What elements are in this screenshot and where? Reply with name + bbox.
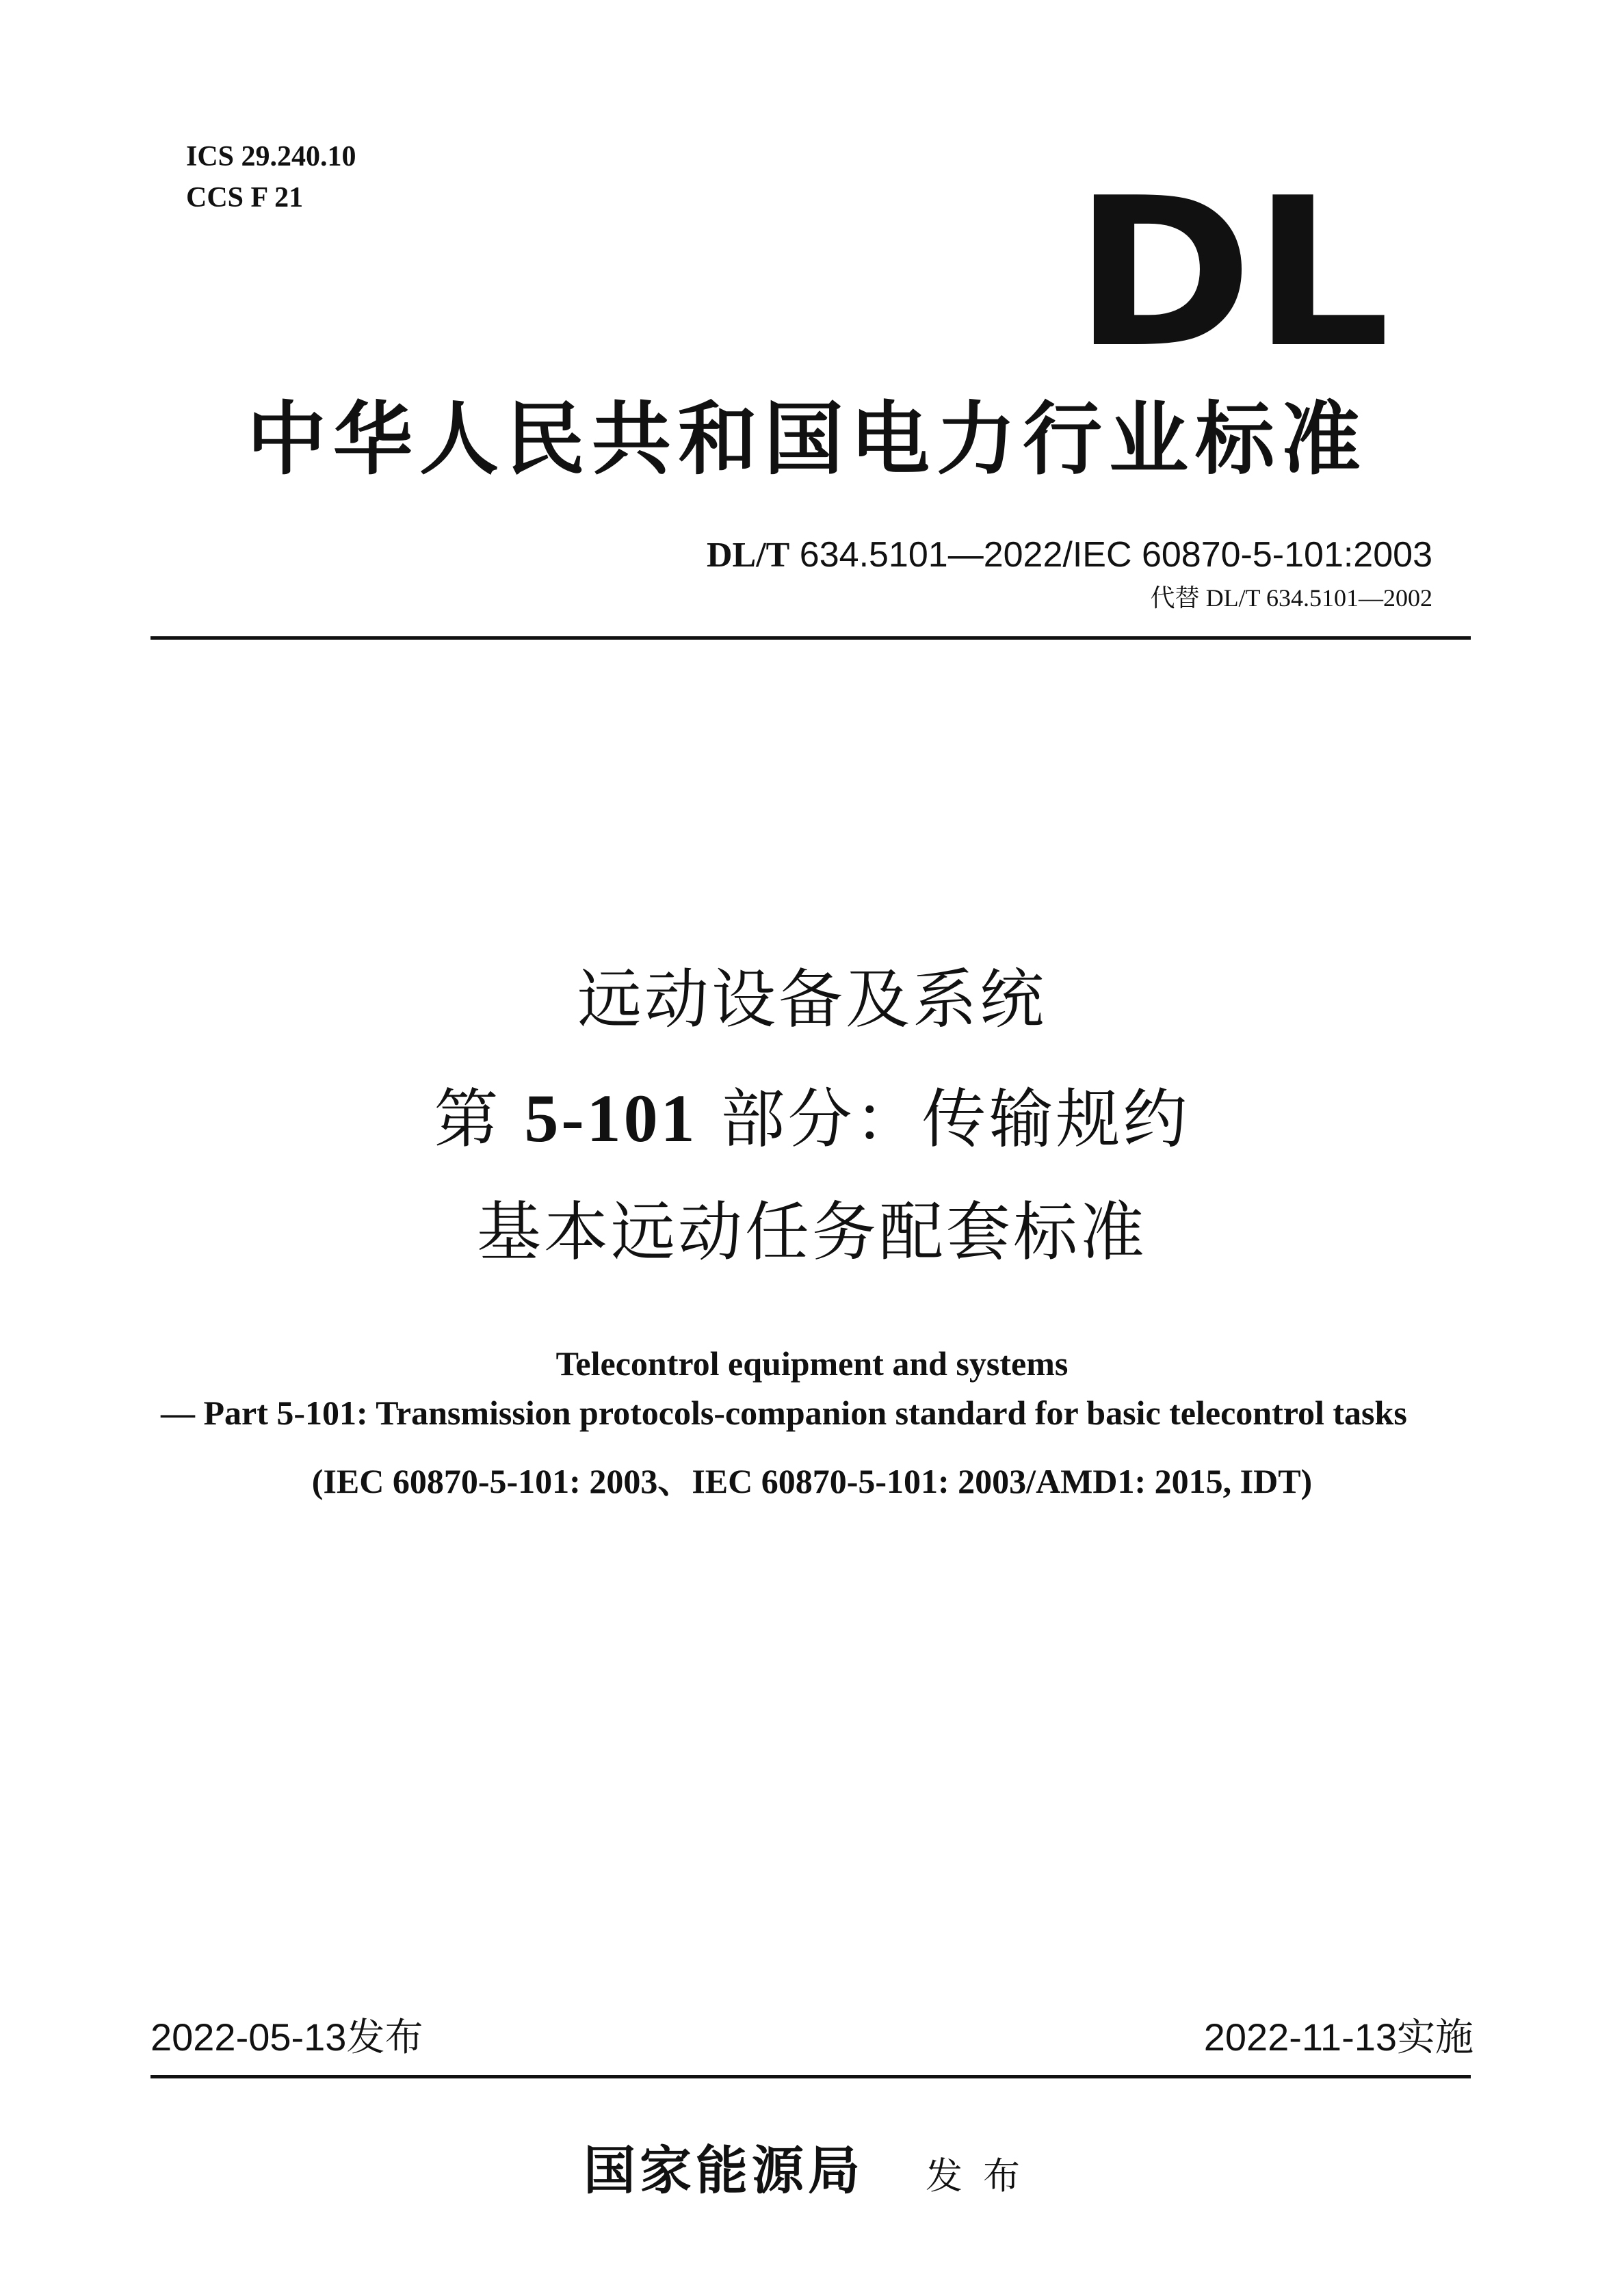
bottom-divider	[150, 2075, 1471, 2078]
title-en-line-2: — Part 5-101: Transmission protocols-companion standard for basic telecontrol tasks	[161, 1394, 1407, 1432]
title-cn-line-2-pre: 第	[434, 1082, 525, 1157]
issuer	[0, 2140, 1624, 2201]
standard-number	[707, 537, 1432, 573]
replaces-standard: 代替 DL/T 634.5101—2002	[1150, 584, 1432, 612]
title-cn-line-2	[0, 1080, 1624, 1157]
implementation-date: 2022-11-13实施	[1203, 2015, 1474, 2059]
title-cn-part-number: 5-101	[524, 1080, 698, 1156]
ccs-code: CCS F 21	[186, 182, 304, 213]
title-cn-line-2-post: 部分：传输规约	[697, 1082, 1190, 1157]
title-en-line-3: (IEC 60870-5-101: 2003、IEC 60870-5-101: 2003/AMD1: 2015, IDT)	[311, 1462, 1313, 1500]
publish-date: 2022-05-13发布	[150, 2015, 423, 2059]
title-cn-line-3: 基本远动任务配套标准	[476, 1195, 1147, 1270]
issuer-name: 国家能源局	[584, 2140, 864, 2201]
standard-number-main: 634.5101—2022/IEC 60870-5-101:2003	[789, 535, 1432, 575]
title-en-line-1: Telecontrol equipment and systems	[555, 1344, 1069, 1383]
standard-prefix: DL/T	[706, 536, 790, 575]
dl-logo	[1074, 154, 1391, 393]
dl-logo-text: DL	[1074, 154, 1391, 393]
top-divider	[150, 636, 1471, 640]
title-cn-line-1: 远动设备及系统	[577, 963, 1047, 1037]
issuer-action: 发布	[926, 2154, 1040, 2197]
issuing-body-title: 中华人民共和国电力行业标准	[247, 393, 1367, 486]
ics-code: ICS 29.240.10	[186, 141, 356, 172]
